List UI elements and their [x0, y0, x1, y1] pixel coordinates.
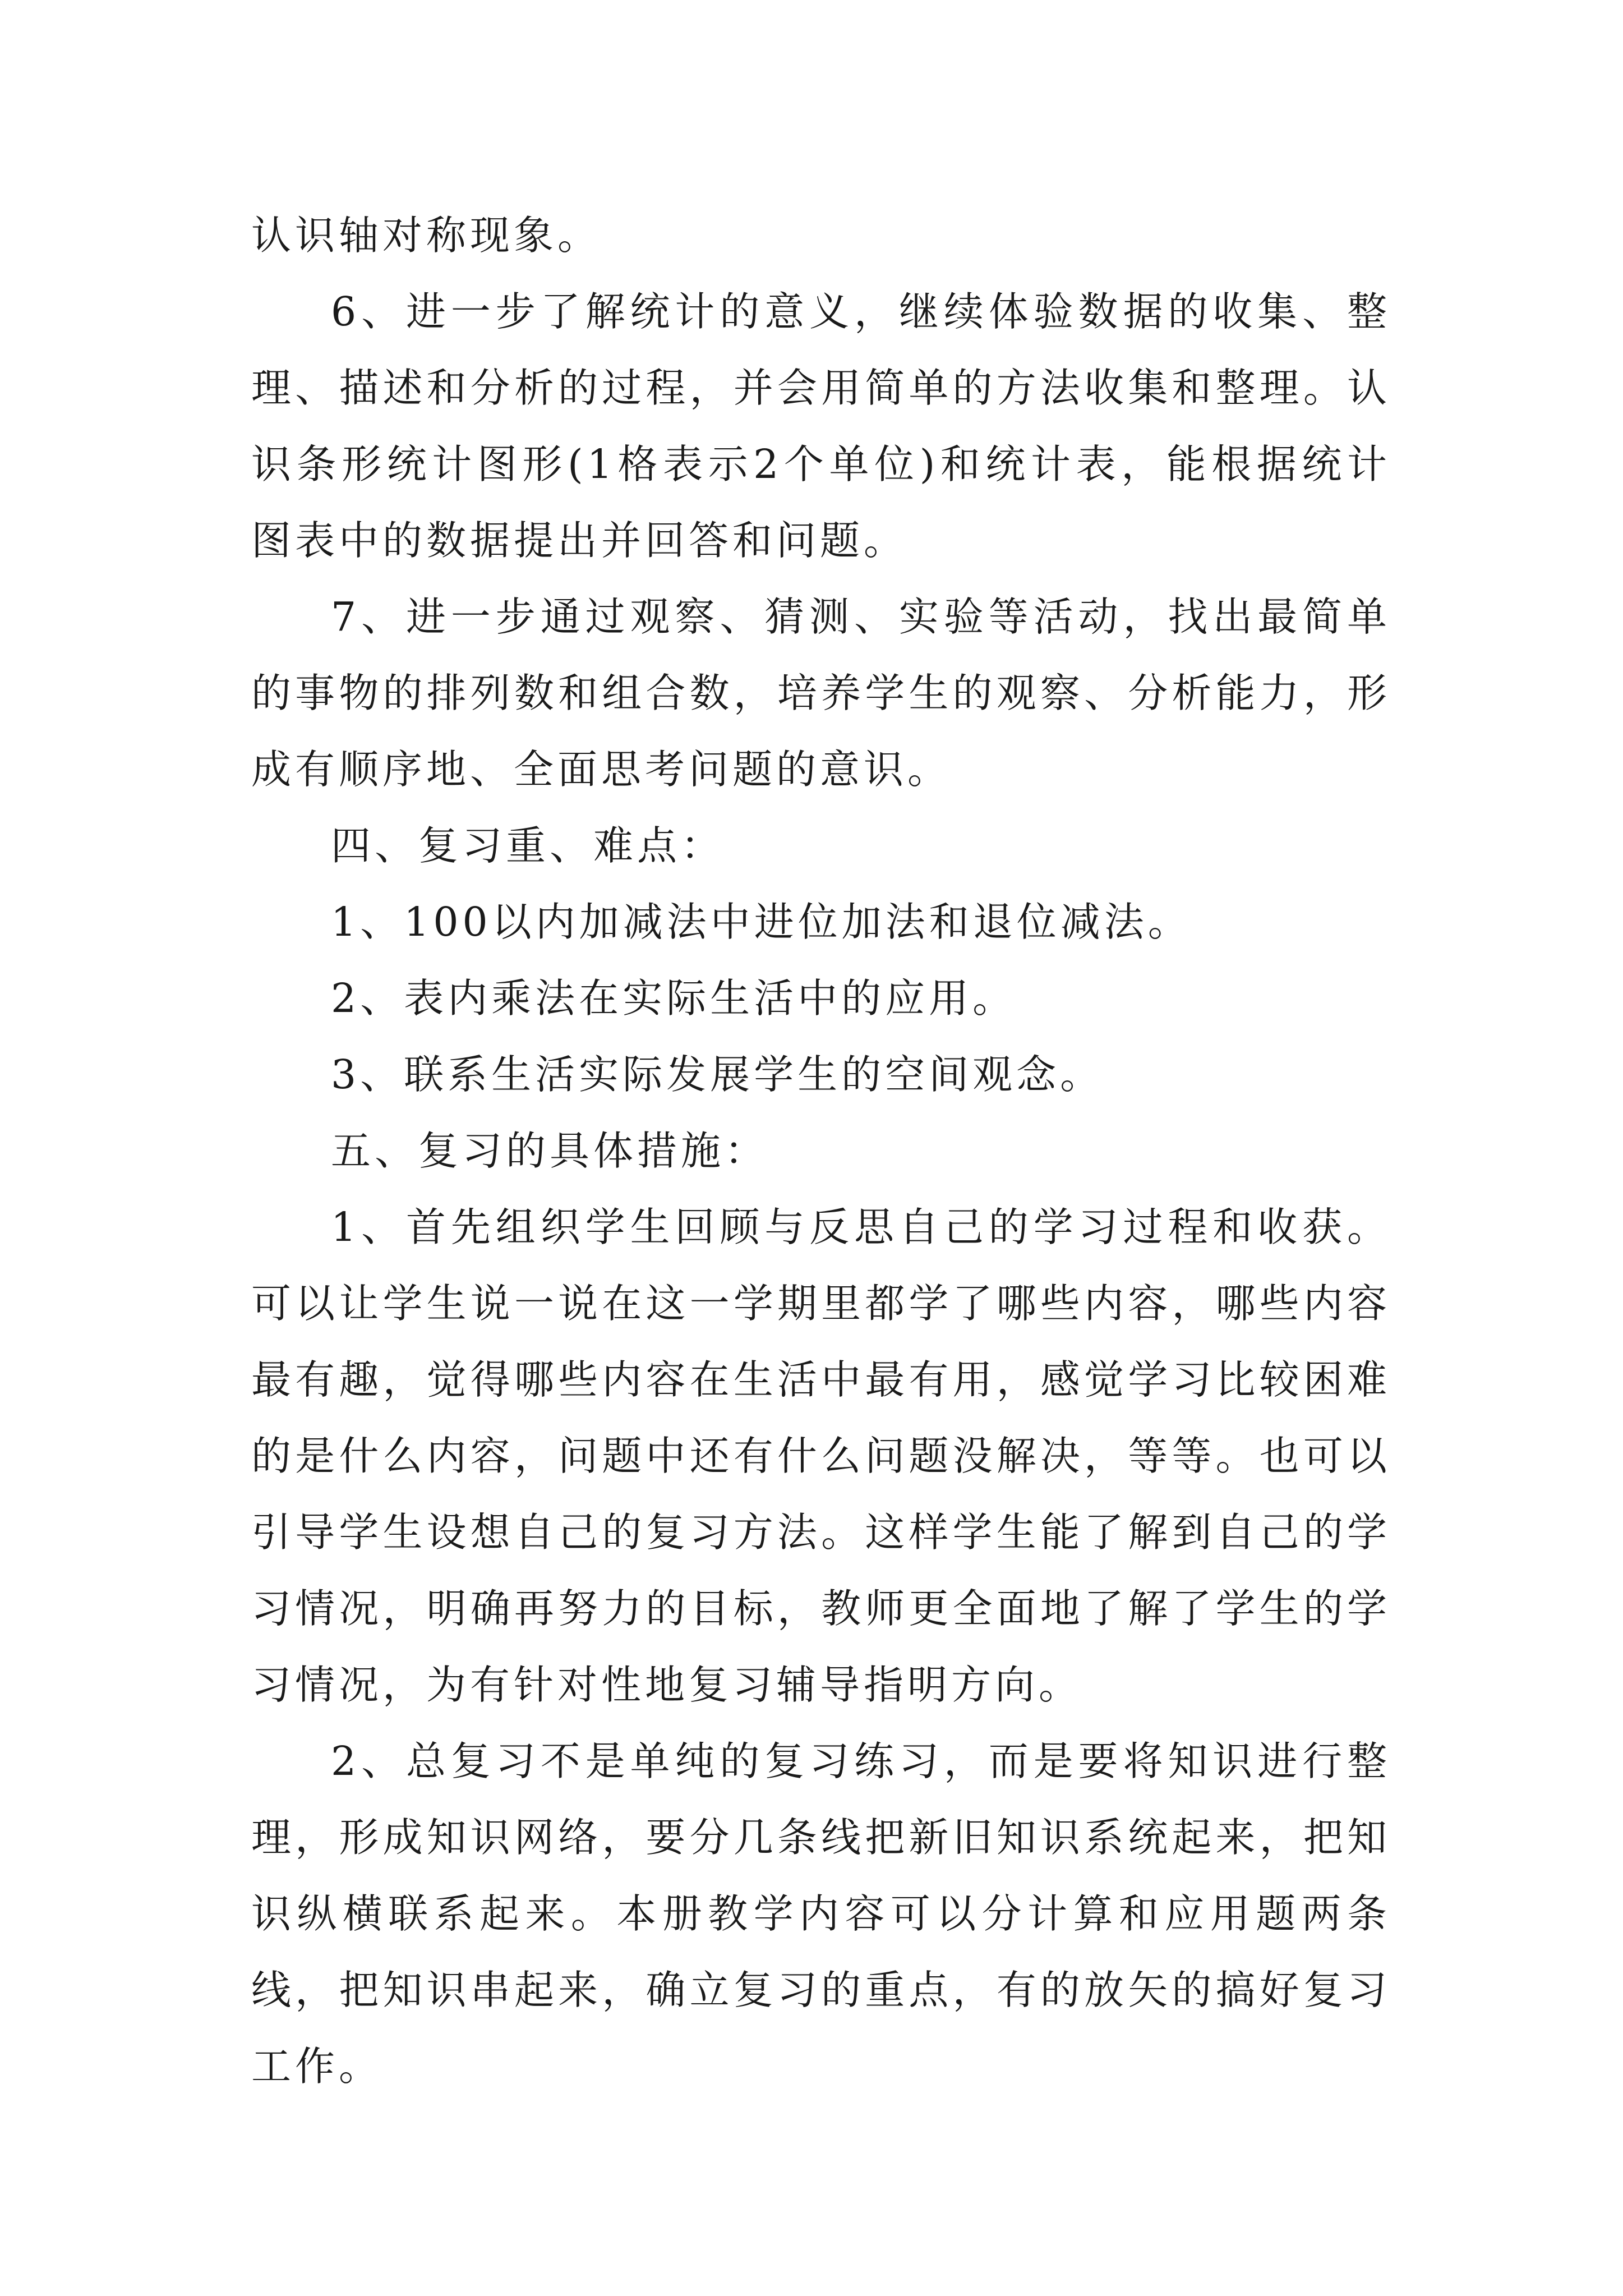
- key-point-3: 3、联系生活实际发展学生的空间观念。: [331, 1051, 1104, 1098]
- measure-2: 2、总复习不是单纯的复习练习，而是要将知识进行整理，形成知识网络，要分几条线把新旧知识系统起来，把知识纵横联系起来。本册教学内容可以分计算和应用题两条线，把知识串起来，确立复习的重点，有的放矢的搞好复习工作。: [251, 1738, 1391, 2090]
- paragraph-item-6: 6、进一步了解统计的意义，继续体验数据的收集、整理、描述和分析的过程，并会用简单的方法收集和整理。认识条形统计图形(1格表示2个单位)和统计表，能根据统计图表中的数据提出并回答和问题。: [251, 288, 1391, 564]
- paragraph-continuation: 认识轴对称现象。: [251, 212, 602, 259]
- measure-1: 1、首先组织学生回顾与反思自己的学习过程和收获。可以让学生说一说在这一学期里都学了哪些内容，哪些内容最有趣，觉得哪些内容在生活中最有用，感觉学习比较困难的是什么内容，问题中还有什么问题没解决，等等。也可以引导学生设想自己的复习方法。这样学生能了解到自己的学习情况，明确再努力的目标，教师更全面地了解了学生的学习情况，为有针对性地复习辅导指明方向。: [251, 1204, 1391, 1708]
- key-point-2: 2、表内乘法在实际生活中的应用。: [331, 975, 1017, 1022]
- paragraph-item-7: 7、进一步通过观察、猜测、实验等活动，找出最简单的事物的排列数和组合数，培养学生的观察、分析能力，形成有顺序地、全面思考问题的意识。: [251, 593, 1391, 793]
- document-body: [251, 197, 1391, 2105]
- section-heading-key-points: 四、复习重、难点：: [331, 822, 725, 869]
- key-point-1: 1、100以内加减法中进位加法和退位减法。: [331, 899, 1192, 945]
- section-heading-measures: 五、复习的具体措施：: [331, 1128, 769, 1174]
